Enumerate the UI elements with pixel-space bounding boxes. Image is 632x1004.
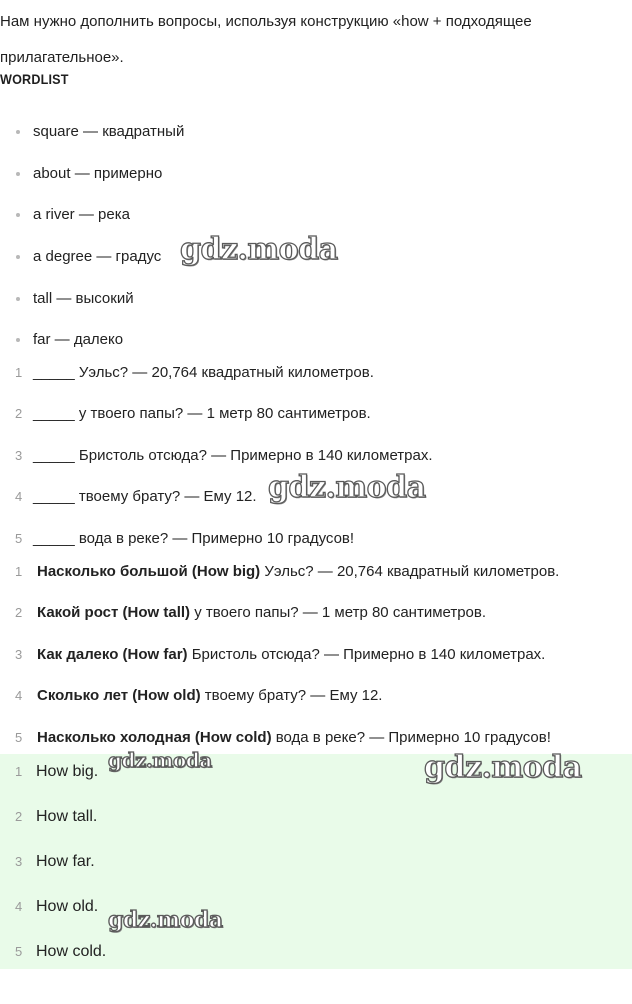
watermark-logo: gdz.moda [424,750,582,785]
bullet-icon [16,213,20,217]
bullet-icon [16,130,20,134]
bullet-icon [16,297,20,301]
answer-phrase: Насколько холодная (How cold) [37,729,272,746]
wordlist-heading: WORDLIST [0,71,69,87]
watermark-logo: gdz.moda [108,907,223,933]
bullet-icon [16,172,20,176]
answer-box: 1 How big. 2 How tall. 3 How far. 4 How old. 5 How cold. [0,754,632,969]
answer-phrase: Какой рост (How tall) [37,604,191,621]
intro-text: Нам нужно дополнить вопросы, используя конструкцию «how + подходящее прилагательное». [0,13,532,66]
answer-phrase: Сколько лет (How old) [37,687,201,704]
watermark-logo: gdz.moda [108,748,212,772]
bullet-icon [16,255,20,259]
watermark-logo: gdz.moda [180,232,338,267]
bullet-icon [16,338,20,342]
watermark-logo: gdz.moda [268,470,426,505]
answer-phrase: Насколько большой (How big) [37,563,261,580]
answer-phrase: Как далеко (How far) [37,646,188,663]
